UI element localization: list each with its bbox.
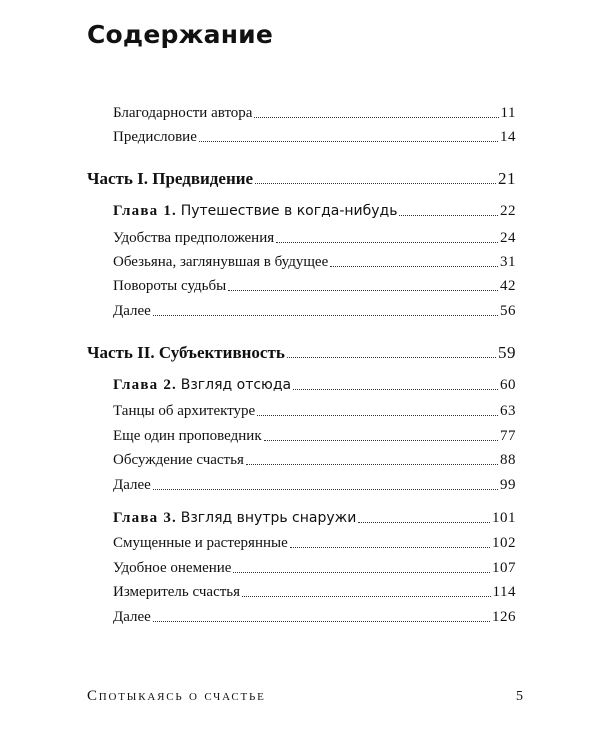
dot-leader bbox=[276, 242, 498, 243]
toc-entry-title: Обсуждение счастья bbox=[113, 452, 244, 468]
toc-entry-title: Далее bbox=[113, 477, 151, 493]
toc-entry bbox=[113, 470, 516, 494]
toc-entry-page: 11 bbox=[500, 105, 516, 121]
toc-entry bbox=[113, 602, 516, 626]
toc-entry-page: 42 bbox=[500, 278, 516, 294]
toc-part bbox=[87, 338, 516, 362]
toc-chapter bbox=[113, 370, 516, 394]
toc-entry-page: 88 bbox=[500, 452, 516, 468]
toc-entry-page: 77 bbox=[500, 428, 516, 444]
toc-entry-title: Обезьяна, заглянувшая в будущее bbox=[113, 254, 329, 270]
dot-leader bbox=[228, 290, 498, 291]
dot-leader bbox=[257, 415, 498, 416]
toc-entry-title: Далее bbox=[113, 303, 151, 319]
toc-entry-title: Далее bbox=[113, 609, 151, 625]
toc-chapter-page: 22 bbox=[500, 203, 516, 219]
toc-entry-page: 14 bbox=[500, 129, 516, 145]
toc-entry-page: 56 bbox=[500, 303, 516, 319]
toc-entry-page: 63 bbox=[500, 403, 516, 419]
dot-leader bbox=[293, 389, 498, 390]
toc-entry bbox=[113, 122, 516, 146]
toc-entry bbox=[113, 271, 516, 295]
toc-entry-title: Предисловие bbox=[113, 129, 197, 145]
toc-chapter-label: Глава 2. bbox=[113, 377, 177, 393]
toc-entry bbox=[113, 296, 516, 320]
toc-chapter bbox=[113, 196, 516, 220]
dot-leader bbox=[399, 215, 498, 216]
toc-entry-title: Благодарности автора bbox=[113, 105, 253, 121]
dot-leader bbox=[254, 117, 498, 118]
toc-chapter-page: 60 bbox=[500, 377, 516, 393]
dot-leader bbox=[255, 183, 496, 184]
toc-entry-page: 102 bbox=[492, 535, 516, 551]
toc-chapter bbox=[113, 503, 516, 527]
dot-leader bbox=[246, 464, 498, 465]
toc-entry bbox=[113, 421, 516, 445]
dot-leader bbox=[290, 547, 490, 548]
toc-entry-page: 24 bbox=[500, 230, 516, 246]
dot-leader bbox=[287, 357, 496, 358]
dot-leader bbox=[242, 596, 491, 597]
toc-entry-title: Удобства предположения bbox=[113, 230, 275, 246]
dot-leader bbox=[153, 621, 490, 622]
toc-entry-title: Измеритель счастья bbox=[113, 584, 241, 600]
running-book-title: Спотыкаясь о счастье bbox=[87, 688, 266, 704]
toc-part bbox=[87, 164, 516, 188]
toc-chapter-label: Глава 1. bbox=[113, 203, 177, 219]
page-number: 5 bbox=[516, 689, 523, 704]
toc-entry-title: Смущенные и растерянные bbox=[113, 535, 288, 551]
toc-entry-page: 107 bbox=[492, 560, 516, 576]
page-title: Содержание bbox=[87, 20, 274, 49]
toc-chapter-name: Взгляд внутрь снаружи bbox=[180, 510, 357, 526]
toc-entry-page: 99 bbox=[500, 477, 516, 493]
toc-entry-title: Повороты судьбы bbox=[113, 278, 227, 294]
toc-entry bbox=[113, 247, 516, 271]
toc-part-title: Часть II. Субъективность bbox=[87, 343, 285, 362]
toc-entry-page: 114 bbox=[492, 584, 516, 600]
toc-entry-title: Танцы об архитектуре bbox=[113, 403, 256, 419]
toc-entry bbox=[113, 528, 516, 552]
toc-entry bbox=[113, 396, 516, 420]
dot-leader bbox=[358, 522, 490, 523]
dot-leader bbox=[199, 141, 498, 142]
page-footer bbox=[87, 688, 523, 705]
dot-leader bbox=[264, 440, 498, 441]
dot-leader bbox=[330, 266, 498, 267]
toc-chapter-name: Взгляд отсюда bbox=[180, 377, 292, 393]
dot-leader bbox=[233, 572, 490, 573]
toc-entry-page: 31 bbox=[500, 254, 516, 270]
toc-part-page: 21 bbox=[498, 169, 516, 188]
toc-entry-page: 126 bbox=[492, 609, 516, 625]
toc-entry bbox=[113, 577, 516, 601]
dot-leader bbox=[153, 315, 498, 316]
toc-entry bbox=[113, 553, 516, 577]
toc-part-page: 59 bbox=[498, 343, 516, 362]
toc-entry-title: Еще один проповедник bbox=[113, 428, 262, 444]
toc-part-title: Часть I. Предвидение bbox=[87, 169, 254, 188]
toc-chapter-name: Путешествие в когда-нибудь bbox=[180, 203, 398, 219]
dot-leader bbox=[153, 489, 498, 490]
toc-entry bbox=[113, 445, 516, 469]
toc-entry bbox=[113, 223, 516, 247]
toc-entry bbox=[113, 98, 516, 122]
toc-entry-title: Удобное онемение bbox=[113, 560, 232, 576]
toc-chapter-label: Глава 3. bbox=[113, 510, 177, 526]
toc-chapter-page: 101 bbox=[492, 510, 516, 526]
